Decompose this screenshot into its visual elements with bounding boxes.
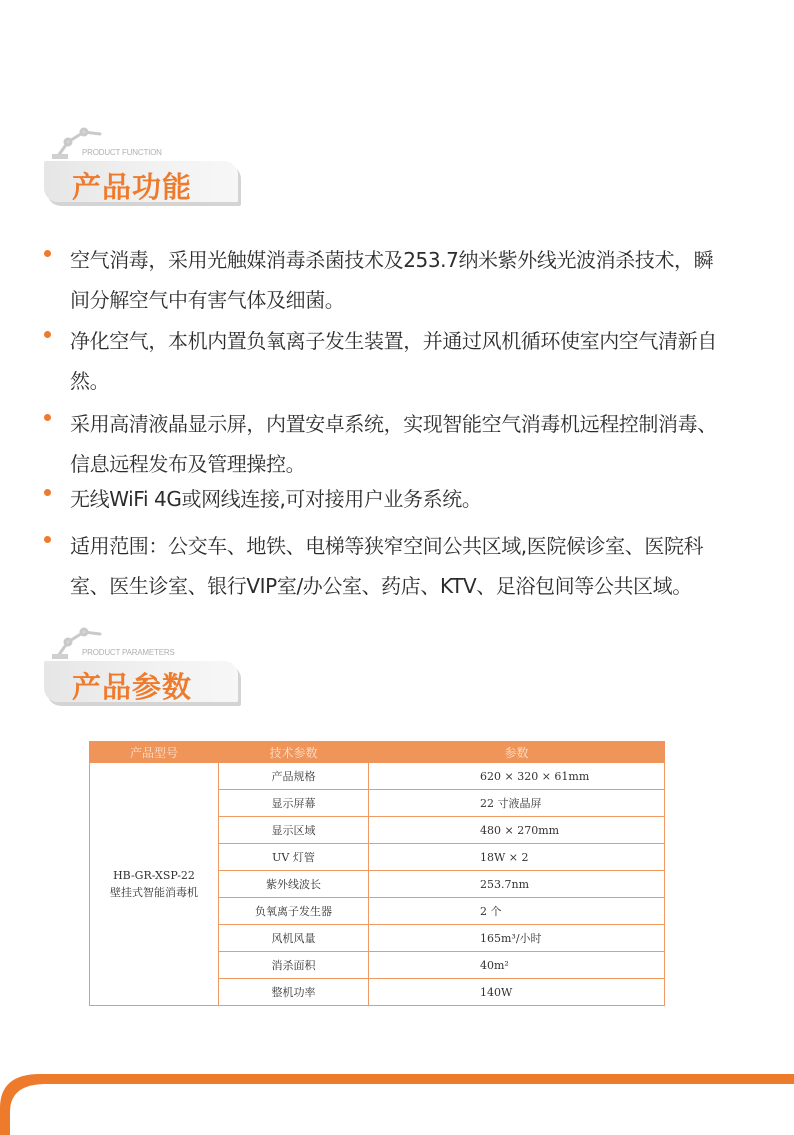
param-value: 620 × 320 × 61mm bbox=[369, 763, 665, 790]
feature-text: 采用高清液晶显示屏，内置安卓系统，实现智能空气消毒机远程控制消毒、信息远程发布及管理操控。 bbox=[70, 412, 717, 476]
section-header-parameters bbox=[44, 620, 254, 710]
param-name: 风机风量 bbox=[219, 925, 369, 952]
feature-text: 无线WiFi 4G或网线连接,可对接用户业务系统。 bbox=[70, 487, 482, 511]
param-value: 2 个 bbox=[369, 898, 665, 925]
param-name: 显示屏幕 bbox=[219, 790, 369, 817]
param-value: 22 寸液晶屏 bbox=[369, 790, 665, 817]
section-title-en: PRODUCT PARAMETERS bbox=[82, 648, 175, 657]
param-name: 负氧离子发生器 bbox=[219, 898, 369, 925]
param-value: 253.7nm bbox=[369, 871, 665, 898]
param-name: 紫外线波长 bbox=[219, 871, 369, 898]
header-model: 产品型号 bbox=[90, 742, 219, 763]
model-cell bbox=[90, 763, 219, 1006]
param-name: 整机功率 bbox=[219, 979, 369, 1006]
model-code: HB-GR-XSP-22 bbox=[113, 869, 195, 882]
bullet-icon bbox=[44, 489, 51, 496]
table-header-row bbox=[90, 742, 665, 763]
section-title-cn: 产品参数 bbox=[72, 670, 193, 704]
bullet-icon bbox=[44, 331, 51, 338]
section-title-cn: 产品功能 bbox=[72, 170, 193, 204]
feature-text: 净化空气，本机内置负氧离子发生装置，并通过风机循环使室内空气清新自然。 bbox=[70, 329, 717, 393]
section-title-en: PRODUCT FUNCTION bbox=[82, 148, 162, 157]
param-value: 165m³/小时 bbox=[369, 925, 665, 952]
param-name: 产品规格 bbox=[219, 763, 369, 790]
param-value: 140W bbox=[369, 979, 665, 1006]
param-name: UV 灯管 bbox=[219, 844, 369, 871]
header-value: 参数 bbox=[369, 742, 665, 763]
table-row bbox=[90, 763, 665, 790]
param-name: 消杀面积 bbox=[219, 952, 369, 979]
footer-band bbox=[0, 1068, 794, 1135]
section-banner bbox=[44, 161, 238, 202]
model-name: 壁挂式智能消毒机 bbox=[110, 886, 198, 899]
param-name: 显示区域 bbox=[219, 817, 369, 844]
header-tech-param: 技术参数 bbox=[219, 742, 369, 763]
feature-text: 空气消毒，采用光触媒消毒杀菌技术及253.7纳米紫外线光波消杀技术，瞬间分解空气中有害气体及细菌。 bbox=[70, 248, 714, 312]
parameter-table bbox=[89, 741, 665, 1006]
section-header-function bbox=[44, 120, 254, 210]
bullet-icon bbox=[44, 414, 51, 421]
feature-text: 适用范围：公交车、地铁、电梯等狭窄空间公共区域,医院候诊室、医院科室、医生诊室、银行VIP室/办公室、药店、KTV、足浴包间等公共区域。 bbox=[70, 534, 704, 598]
param-value: 18W × 2 bbox=[369, 844, 665, 871]
section-banner bbox=[44, 661, 238, 702]
bullet-icon bbox=[44, 536, 51, 543]
param-value: 40m² bbox=[369, 952, 665, 979]
bullet-icon bbox=[44, 250, 51, 257]
param-value: 480 × 270mm bbox=[369, 817, 665, 844]
